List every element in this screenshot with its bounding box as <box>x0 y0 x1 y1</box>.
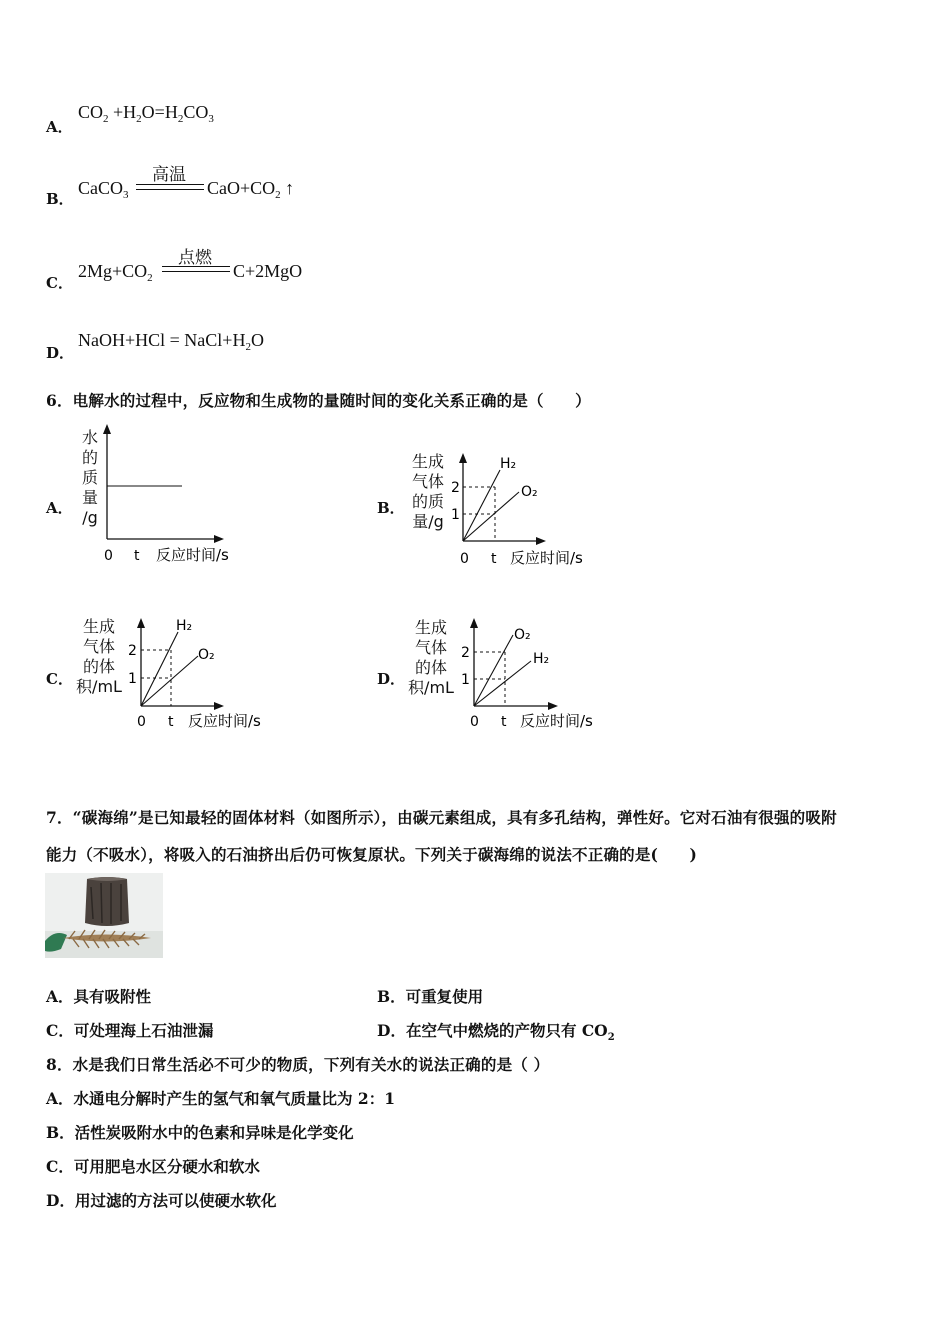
q5-option-b-condition: 高温 <box>152 165 186 185</box>
origin-label: 0 <box>104 548 113 564</box>
tick-1: 1 <box>451 507 460 523</box>
origin-label: 0 <box>137 714 146 730</box>
q5-option-b-right: $CaO+CO_2$ ↑ <box>207 178 295 201</box>
q6-option-d-label: D． <box>377 670 406 688</box>
q6-option-c-label: C． <box>46 670 73 688</box>
q5-option-d-equation: NaOH+HCl = $NaCl+H_2O$ <box>78 330 264 353</box>
series-line-h2 <box>474 661 531 706</box>
q8-option-c[interactable]: C．可用肥皂水区分硬水和软水 <box>46 1157 260 1176</box>
q5-option-c-arrow <box>162 266 230 272</box>
q7-option-d[interactable] <box>377 1019 615 1043</box>
x-axis-arrow <box>536 537 546 545</box>
q7-stem-line1: 7．“碳海绵”是已知最轻的固体材料（如图所示），由碳元素组成，具有多孔结构，弹性好。它对石油有很强的吸附 <box>46 808 837 827</box>
t-label: t <box>501 714 507 730</box>
t-label: t <box>168 714 174 730</box>
q5-option-c-right: C+2MgO <box>233 261 303 281</box>
q7-option-c[interactable]: C．可处理海上石油泄漏 <box>46 1021 214 1040</box>
origin-label: 0 <box>470 714 479 730</box>
q6-graph-a <box>100 424 270 569</box>
q6-graph-c <box>124 612 284 734</box>
q5-option-b-left: CaCO$_3$ <box>78 178 129 201</box>
series-label-h2: H₂ <box>176 618 193 634</box>
series-label-o2: O₂ <box>521 484 538 500</box>
series-line-o2 <box>463 492 519 541</box>
tick-2: 2 <box>128 643 137 659</box>
q7-stem-line2: 能力（不吸水），将吸入的石油挤出后仍可恢复原状。下列关于碳海绵的说法不正确的是( ) <box>46 845 698 864</box>
q7-option-d-text: D．在空气中燃烧的产物只有 CO <box>377 1021 608 1040</box>
series-label-o2: O₂ <box>514 627 531 643</box>
series-line-h2 <box>463 470 500 541</box>
x-axis-arrow <box>214 535 224 543</box>
q5-option-a-equation: $CO_2 +H_2O=H_2CO_3$ <box>78 102 214 125</box>
tick-1: 1 <box>461 672 470 688</box>
q6-option-b-label: B． <box>377 499 405 517</box>
q6-graph-d-ylabel: 生成 气体 的体 积/mL <box>408 618 454 697</box>
tick-2: 2 <box>461 645 470 661</box>
q5-option-d-label: D． <box>46 344 75 362</box>
x-axis-arrow <box>214 702 224 710</box>
series-line-o2 <box>141 656 198 706</box>
x-axis-label: 反应时间/s <box>188 712 261 730</box>
series-line-h2 <box>141 632 178 706</box>
tick-2: 2 <box>451 480 460 496</box>
q6-graph-b-ylabel: 生成 气体 的质 量/g <box>411 452 444 531</box>
tick-1: 1 <box>128 671 137 687</box>
q8-option-b[interactable]: B．活性炭吸附水中的色素和异味是化学变化 <box>46 1123 354 1142</box>
q6-stem: 6．电解水的过程中，反应物和生成物的量随时间的变化关系正确的是（ ） <box>46 391 591 410</box>
q5-option-c-condition: 点燃 <box>178 248 212 268</box>
origin-label: 0 <box>460 551 469 567</box>
q5-option-a-label: A． <box>46 118 73 136</box>
y-axis-arrow <box>459 453 467 463</box>
y-axis-arrow <box>103 424 111 434</box>
y-axis-arrow <box>137 618 145 628</box>
q6-graph-a-ylabel: 水 的 质 量 /g <box>81 428 98 527</box>
q6-graph-b <box>448 448 608 570</box>
q6-graph-d <box>456 612 616 734</box>
q7-option-b[interactable]: B．可重复使用 <box>377 987 484 1006</box>
q5-option-c-left: $2Mg+CO_2$ <box>78 261 153 284</box>
y-axis-arrow <box>470 618 478 628</box>
q7-option-a[interactable]: A．具有吸附性 <box>46 987 152 1006</box>
t-label: t <box>134 548 140 564</box>
x-axis-label: 反应时间/s <box>510 549 583 567</box>
series-line-o2 <box>474 635 513 706</box>
q5-option-c-label: C． <box>46 274 73 292</box>
q8-stem: 8．水是我们日常生活必不可少的物质，下列有关水的说法正确的是（ ） <box>46 1055 550 1074</box>
t-label: t <box>491 551 497 567</box>
q5-option-b-arrow <box>136 184 204 190</box>
x-axis-label: 反应时间/s <box>156 546 229 564</box>
q7-option-d-subscript: 2 <box>607 1032 615 1044</box>
q5-option-b-label: B． <box>46 190 74 208</box>
carbon-sponge-photo <box>45 873 163 958</box>
series-label-h2: H₂ <box>500 456 517 472</box>
q8-option-a[interactable]: A．水通电分解时产生的氢气和氧气质量比为 2：1 <box>46 1089 395 1108</box>
q6-graph-c-ylabel: 生成 气体 的体 积/mL <box>76 617 122 696</box>
q8-option-d[interactable]: D．用过滤的方法可以使硬水软化 <box>46 1191 277 1210</box>
series-label-h2: H₂ <box>533 651 550 667</box>
x-axis-arrow <box>548 702 558 710</box>
q6-option-a-label: A． <box>46 499 73 517</box>
x-axis-label: 反应时间/s <box>520 712 593 730</box>
series-label-o2: O₂ <box>198 647 215 663</box>
